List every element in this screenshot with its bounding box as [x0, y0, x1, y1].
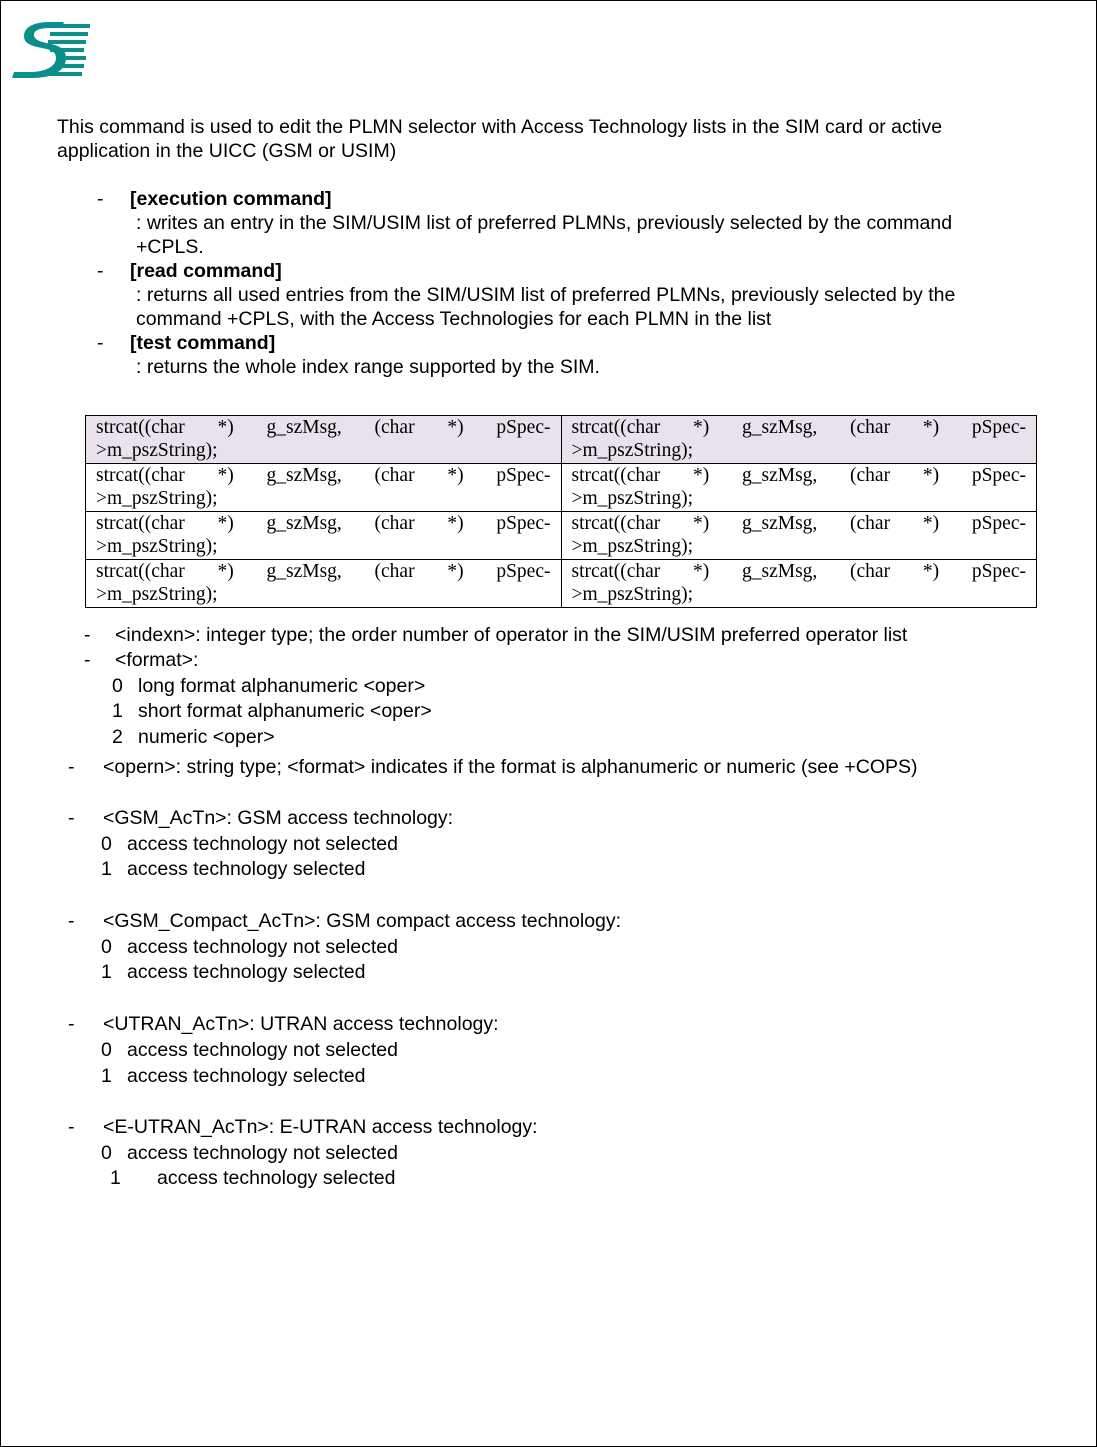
option-desc: access technology selected — [157, 1167, 396, 1189]
table-cell: strcat((char *) g_szMsg, (char *) pSpec- >m_pszString); — [86, 464, 562, 512]
bullet-dash: - — [68, 910, 75, 932]
bullet-dash: - — [97, 332, 104, 354]
table-cell: strcat((char *) g_szMsg, (char *) pSpec- >m_pszString); — [561, 512, 1037, 560]
execution-command-title: [execution command] — [130, 188, 332, 210]
param-gsm-compact-actn: <GSM_Compact_AcTn>: GSM compact access technology: — [103, 910, 622, 932]
option-desc: access technology not selected — [127, 1142, 399, 1164]
option-num: 1 — [101, 858, 112, 880]
option-desc: access technology not selected — [127, 1039, 399, 1061]
format-num: 1 — [112, 700, 123, 722]
param-eutran-actn: <E-UTRAN_AcTn>: E-UTRAN access technology: — [103, 1116, 538, 1138]
param-gsm-actn: <GSM_AcTn>: GSM access technology: — [103, 807, 454, 829]
option-desc: access technology not selected — [127, 833, 399, 855]
bullet-dash: - — [68, 756, 75, 778]
table-cell: strcat((char *) g_szMsg, (char *) pSpec- >m_pszString); — [561, 560, 1037, 608]
format-desc: long format alphanumeric <oper> — [138, 675, 426, 697]
format-desc: short format alphanumeric <oper> — [138, 700, 432, 722]
table-row — [86, 560, 1037, 608]
table-cell: strcat((char *) g_szMsg, (char *) pSpec- >m_pszString); — [86, 512, 562, 560]
table-row — [86, 416, 1037, 464]
format-num: 0 — [112, 675, 123, 697]
read-command-desc-1: : returns all used entries from the SIM/USIM list of preferred PLMNs, previously selected by the — [136, 284, 956, 306]
test-command-title: [test command] — [130, 332, 276, 354]
intro-line-2: application in the UICC (GSM or USIM) — [57, 140, 397, 162]
format-desc: numeric <oper> — [138, 726, 275, 748]
execution-command-desc-1: : writes an entry in the SIM/USIM list of preferred PLMNs, previously selected by the command — [136, 212, 953, 234]
param-utran-actn: <UTRAN_AcTn>: UTRAN access technology: — [103, 1013, 499, 1035]
bullet-dash: - — [68, 807, 75, 829]
option-num: 1 — [110, 1167, 121, 1189]
code-table — [85, 415, 1037, 608]
company-logo-icon — [10, 18, 94, 82]
bullet-dash: - — [84, 649, 91, 671]
option-num: 1 — [101, 1065, 112, 1087]
option-desc: access technology selected — [127, 961, 366, 983]
table-cell: strcat((char *) g_szMsg, (char *) pSpec- >m_pszString); — [86, 416, 562, 464]
read-command-title: [read command] — [130, 260, 282, 282]
format-num: 2 — [112, 726, 123, 748]
bullet-dash: - — [68, 1013, 75, 1035]
test-command-desc-1: : returns the whole index range supported by the SIM. — [136, 356, 600, 378]
table-cell: strcat((char *) g_szMsg, (char *) pSpec- >m_pszString); — [86, 560, 562, 608]
execution-command-desc-2: +CPLS. — [136, 236, 204, 258]
bullet-dash: - — [97, 260, 104, 282]
option-desc: access technology selected — [127, 1065, 366, 1087]
option-num: 0 — [101, 1039, 112, 1061]
option-num: 1 — [101, 961, 112, 983]
intro-line-1: This command is used to edit the PLMN selector with Access Technology lists in the SIM card or active — [57, 116, 943, 138]
bullet-dash: - — [68, 1116, 75, 1138]
option-num: 0 — [101, 936, 112, 958]
table-cell: strcat((char *) g_szMsg, (char *) pSpec- >m_pszString); — [561, 464, 1037, 512]
option-desc: access technology selected — [127, 858, 366, 880]
option-desc: access technology not selected — [127, 936, 399, 958]
table-row — [86, 464, 1037, 512]
option-num: 0 — [101, 833, 112, 855]
table-row — [86, 512, 1037, 560]
table-cell: strcat((char *) g_szMsg, (char *) pSpec- >m_pszString); — [561, 416, 1037, 464]
option-num: 0 — [101, 1142, 112, 1164]
param-opern: <opern>: string type; <format> indicates if the format is alphanumeric or numeric (see +COPS) — [103, 756, 918, 778]
bullet-dash: - — [97, 188, 104, 210]
read-command-desc-2: command +CPLS, with the Access Technologies for each PLMN in the list — [136, 308, 772, 330]
bullet-dash: - — [84, 624, 91, 646]
param-format: <format>: — [115, 649, 199, 671]
param-indexn: <indexn>: integer type; the order number of operator in the SIM/USIM preferred operator list — [115, 624, 908, 646]
